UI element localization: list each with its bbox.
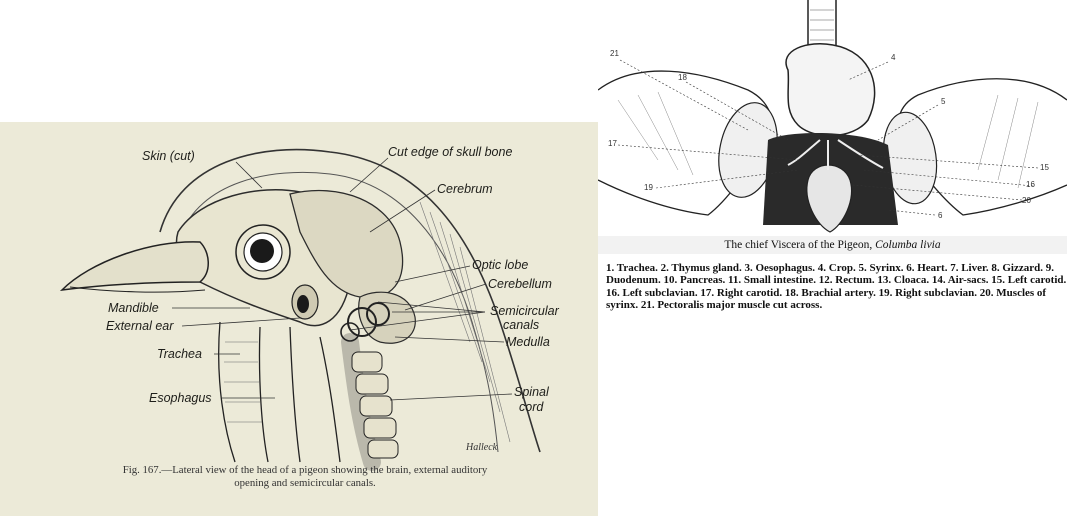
- caption-line-2: opening and semicircular canals.: [234, 476, 376, 489]
- label-medulla: Medulla: [506, 335, 550, 349]
- figure-caption: [40, 464, 570, 490]
- pigeon-viscera-figure: [598, 0, 1067, 238]
- label-trachea: Trachea: [157, 347, 202, 361]
- pigeon-viscera-drawing: [598, 0, 1067, 238]
- num-6: 6: [938, 211, 943, 220]
- artist-signature: Halleck: [466, 442, 498, 453]
- viscera-title: [598, 236, 1067, 254]
- label-spinal-2: cord: [519, 400, 544, 414]
- caption-line-1: Fig. 167.—Lateral view of the head of a pigeon showing the brain, external auditory: [122, 464, 488, 476]
- label-cut-edge-skull: Cut edge of skull bone: [388, 145, 513, 159]
- num-5: 5: [941, 97, 946, 106]
- num-4: 4: [891, 53, 896, 62]
- label-cerebrum: Cerebrum: [437, 182, 493, 196]
- label-spinal-1: Spinal: [514, 385, 549, 399]
- num-15: 15: [1040, 163, 1049, 172]
- label-cerebellum: Cerebellum: [488, 277, 552, 291]
- label-mandible: Mandible: [108, 301, 159, 315]
- viscera-title-species: Columba livia: [875, 239, 941, 251]
- label-optic-lobe: Optic lobe: [472, 258, 529, 272]
- pigeon-head-figure: [0, 122, 598, 516]
- label-esophagus: Esophagus: [149, 391, 212, 405]
- legend-text: 1. Trachea. 2. Thymus gland. 3. Oesophagus. 4. Crop. 5. Syrinx. 6. Heart. 7. Liver. 8. Gizzard. 9. Duodenum. 10. Pancreas. 11. Small intestine. 12. Rectum. 13. Cloaca. 14. Air-sacs. 15. Left carotid. 16. Left subclavian. 17. Right carotid. 18. Brachial artery. 19. Right subclavian. 20. Muscles of syrinx. 21. Pectoralis major muscle cut across.: [606, 262, 1067, 311]
- viscera-title-prefix: The chief Viscera of the Pigeon,: [724, 239, 873, 251]
- num-19: 19: [644, 183, 653, 192]
- label-semicircular-1: Semicircular: [490, 304, 559, 318]
- num-20: 20: [1022, 196, 1031, 205]
- label-semicircular-2: canals: [503, 318, 540, 332]
- num-17: 17: [608, 139, 617, 148]
- num-21: 21: [610, 49, 619, 58]
- label-skin-cut: Skin (cut): [142, 149, 195, 163]
- viscera-legend: [606, 262, 1067, 311]
- num-18: 18: [678, 73, 687, 82]
- num-16: 16: [1026, 180, 1035, 189]
- label-external-ear: External ear: [106, 319, 174, 333]
